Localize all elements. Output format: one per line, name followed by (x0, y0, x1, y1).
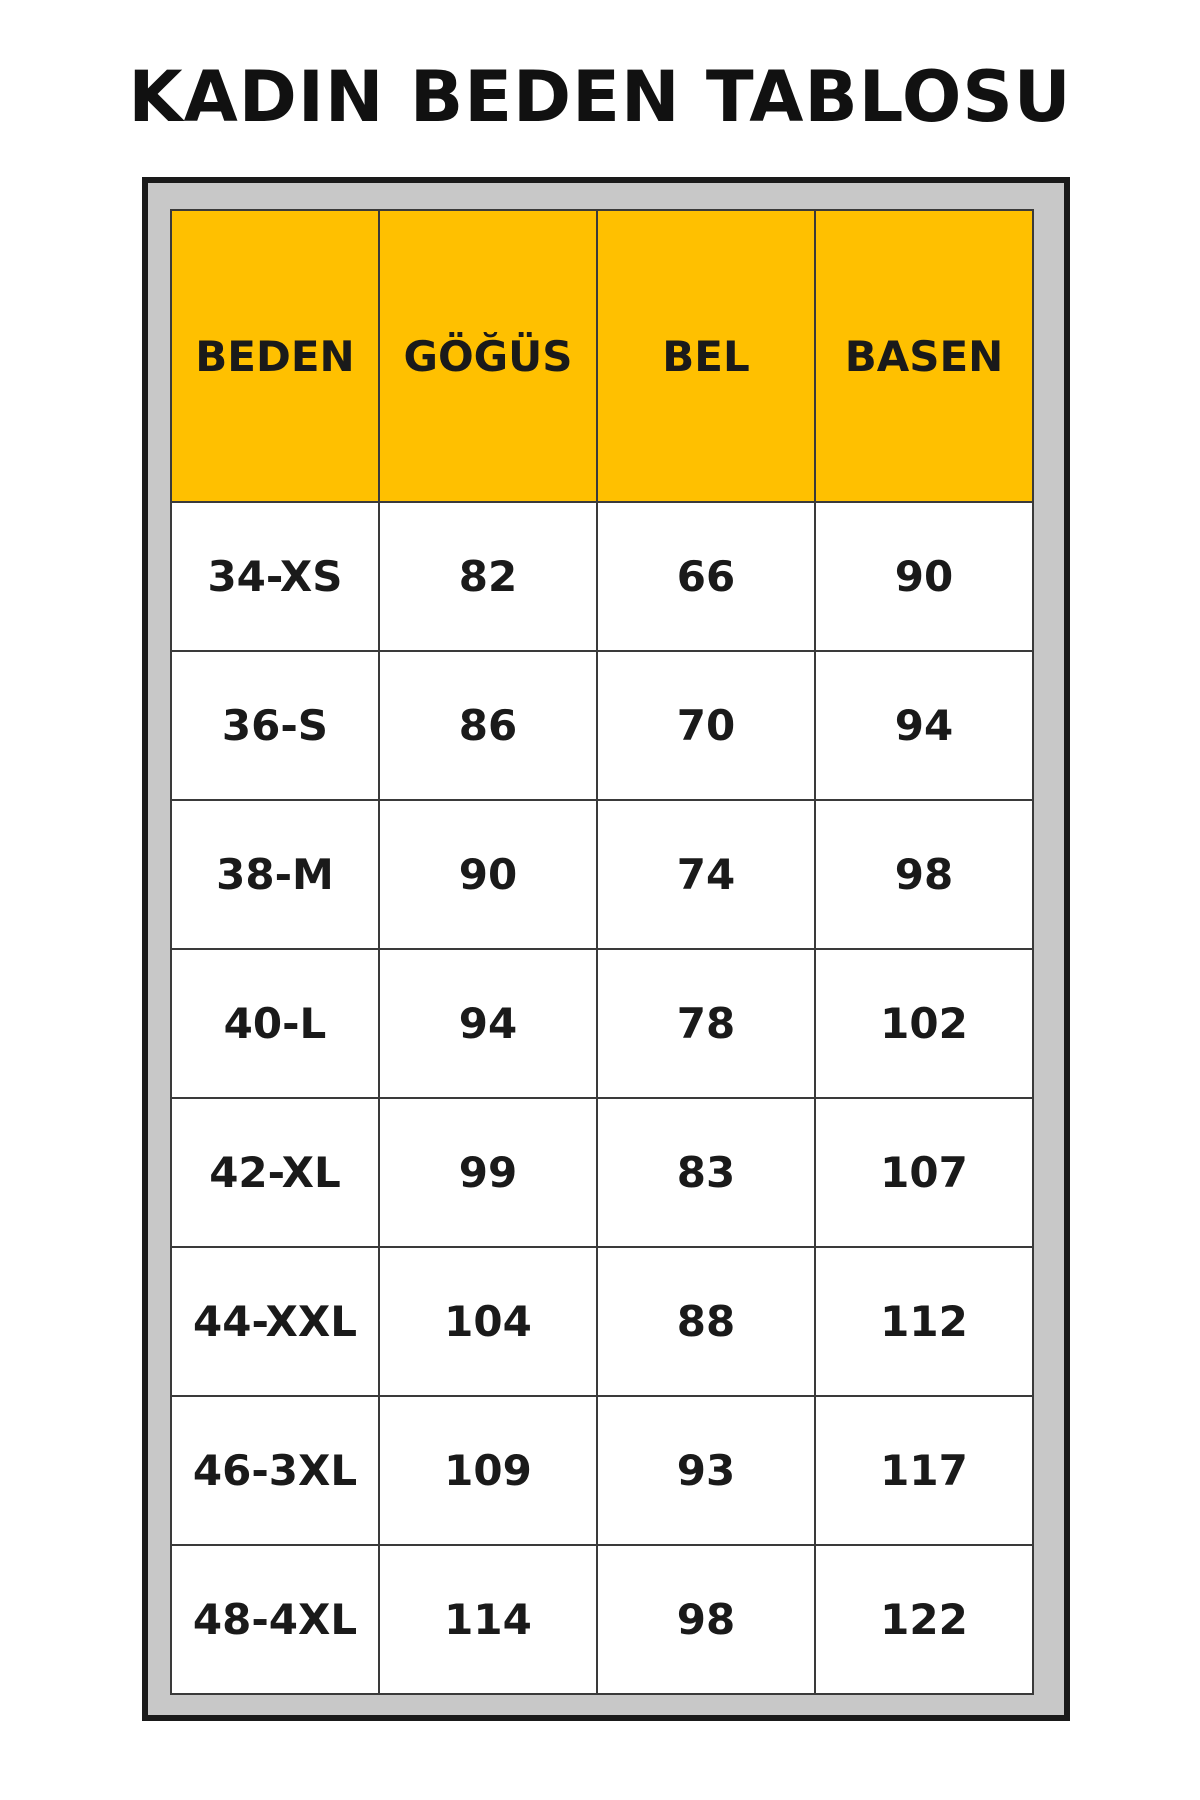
cell-basen: 122 (815, 1545, 1033, 1694)
page-title: KADIN BEDEN TABLOSU (128, 56, 1072, 138)
cell-bel: 74 (597, 800, 815, 949)
cell-gogus: 114 (379, 1545, 597, 1694)
cell-bel: 78 (597, 949, 815, 1098)
cell-bel: 70 (597, 651, 815, 800)
cell-gogus: 104 (379, 1247, 597, 1396)
cell-size: 34-XS (171, 502, 379, 651)
table-row (171, 1247, 1033, 1396)
cell-bel: 98 (597, 1545, 815, 1694)
table-row (171, 651, 1033, 800)
cell-basen: 102 (815, 949, 1033, 1098)
cell-gogus: 109 (379, 1396, 597, 1545)
cell-basen: 117 (815, 1396, 1033, 1545)
table-row (171, 1098, 1033, 1247)
cell-gogus: 90 (379, 800, 597, 949)
header-beden: BEDEN (171, 210, 379, 502)
cell-size: 48-4XL (171, 1545, 379, 1694)
cell-basen: 112 (815, 1247, 1033, 1396)
cell-bel: 93 (597, 1396, 815, 1545)
table-row (171, 800, 1033, 949)
size-table (170, 209, 1034, 1695)
cell-size: 46-3XL (171, 1396, 379, 1545)
cell-basen: 90 (815, 502, 1033, 651)
header-basen: BASEN (815, 210, 1033, 502)
header-gogus: GÖĞÜS (379, 210, 597, 502)
table-row (171, 1545, 1033, 1694)
cell-bel: 88 (597, 1247, 815, 1396)
table-frame (142, 177, 1070, 1721)
table-row (171, 1396, 1033, 1545)
table-row (171, 949, 1033, 1098)
header-bel: BEL (597, 210, 815, 502)
cell-bel: 66 (597, 502, 815, 651)
cell-bel: 83 (597, 1098, 815, 1247)
cell-basen: 107 (815, 1098, 1033, 1247)
cell-gogus: 82 (379, 502, 597, 651)
header-row (171, 210, 1033, 502)
cell-basen: 94 (815, 651, 1033, 800)
cell-basen: 98 (815, 800, 1033, 949)
table-row (171, 502, 1033, 651)
cell-gogus: 86 (379, 651, 597, 800)
cell-gogus: 94 (379, 949, 597, 1098)
cell-size: 44-XXL (171, 1247, 379, 1396)
cell-size: 36-S (171, 651, 379, 800)
cell-size: 40-L (171, 949, 379, 1098)
cell-gogus: 99 (379, 1098, 597, 1247)
cell-size: 38-M (171, 800, 379, 949)
cell-size: 42-XL (171, 1098, 379, 1247)
